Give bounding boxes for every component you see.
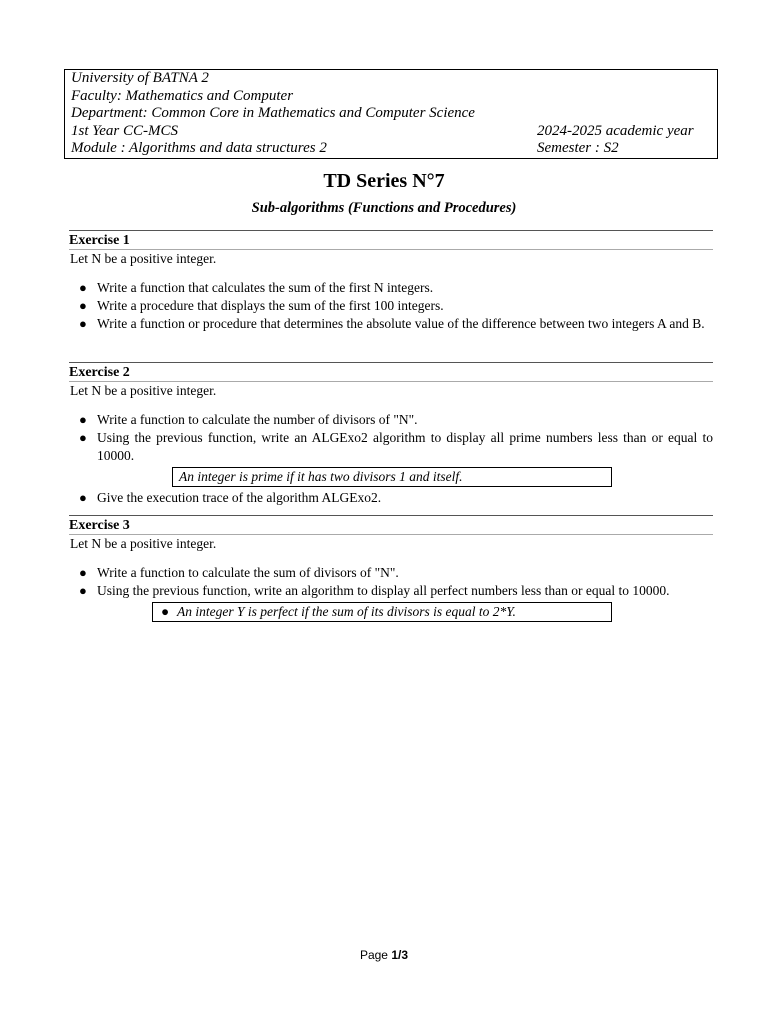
exercise-2-list bbox=[70, 411, 713, 465]
department-name: Department: Common Core in Mathematics and Computer Science bbox=[71, 105, 475, 121]
exercise-1-intro: Let N be a positive integer. bbox=[70, 251, 217, 266]
header-info-box bbox=[64, 69, 718, 159]
exercise-1-heading: Exercise 1 bbox=[69, 230, 713, 250]
academic-year: 2024-2025 academic year bbox=[537, 122, 694, 139]
page-separator: / bbox=[398, 948, 402, 962]
exercise-3-list bbox=[70, 564, 713, 600]
study-year: 1st Year CC-MCS bbox=[71, 122, 178, 139]
bullet-icon: ● bbox=[161, 604, 170, 619]
bullet-icon: ● bbox=[79, 316, 87, 331]
exercise-3-intro: Let N be a positive integer. bbox=[70, 536, 217, 551]
prime-definition-note: An integer is prime if it has two divisors 1 and itself. bbox=[172, 467, 612, 487]
header-row-year bbox=[71, 123, 709, 141]
bullet-icon: ● bbox=[79, 430, 87, 445]
page-footer bbox=[0, 948, 768, 962]
list-item: ● Write a function to calculate the sum of divisors of "N". bbox=[79, 565, 399, 580]
document-subtitle: Sub-algorithms (Functions and Procedures) bbox=[251, 200, 517, 216]
list-item: ● Write a function that calculates the sum of the first N integers. bbox=[79, 280, 434, 295]
exercise-2 bbox=[70, 362, 713, 507]
list-item: ● Write a procedure that displays the sum of the first 100 integers. bbox=[79, 298, 444, 313]
module-name: Module : Algorithms and data structures 2 bbox=[71, 140, 327, 156]
header-row-faculty bbox=[71, 88, 709, 106]
document-title: TD Series N°7 bbox=[323, 170, 445, 192]
list-item: ● Write a function or procedure that determines the absolute value of the difference between two integers A and B. bbox=[79, 316, 705, 331]
faculty-name: Faculty: Mathematics and Computer bbox=[71, 87, 294, 104]
bullet-icon: ● bbox=[79, 490, 87, 505]
university-name: University of BATNA 2 bbox=[71, 70, 209, 86]
page-current: 1 bbox=[391, 948, 398, 962]
list-item: ● Using the previous function, write an algorithm to display all perfect numbers less than or equal to 10000. bbox=[79, 583, 670, 598]
bullet-icon: ● bbox=[79, 583, 87, 598]
header-row-module bbox=[71, 140, 709, 158]
exercise-2-heading: Exercise 2 bbox=[69, 362, 713, 382]
bullet-icon: ● bbox=[79, 412, 87, 427]
list-item: ● Give the execution trace of the algorithm ALGExo2. bbox=[79, 490, 382, 505]
bullet-icon: ● bbox=[79, 565, 87, 580]
page-label: Page bbox=[359, 948, 392, 962]
list-item: ● Write a function to calculate the number of divisors of "N". bbox=[79, 412, 418, 427]
header-row-university bbox=[71, 70, 709, 88]
exercise-3-heading: Exercise 3 bbox=[69, 515, 713, 535]
exercise-3 bbox=[70, 515, 713, 622]
semester: Semester : S2 bbox=[537, 140, 619, 156]
list-item: ● Using the previous function, write an ALGExo2 algorithm to display all prime numbers less than or equal to 10000. bbox=[79, 430, 713, 463]
page-total: 3 bbox=[401, 948, 409, 962]
exercise-2-intro: Let N be a positive integer. bbox=[70, 383, 217, 398]
exercise-1-list bbox=[70, 279, 713, 333]
exercise-2-list-continued bbox=[70, 489, 713, 507]
bullet-icon: ● bbox=[79, 298, 87, 313]
bullet-icon: ● bbox=[79, 280, 87, 295]
exercise-1 bbox=[70, 230, 713, 333]
header-row-department bbox=[71, 105, 709, 123]
perfect-number-note: ● An integer Y is perfect if the sum of its divisors is equal to 2*Y. bbox=[152, 602, 612, 622]
